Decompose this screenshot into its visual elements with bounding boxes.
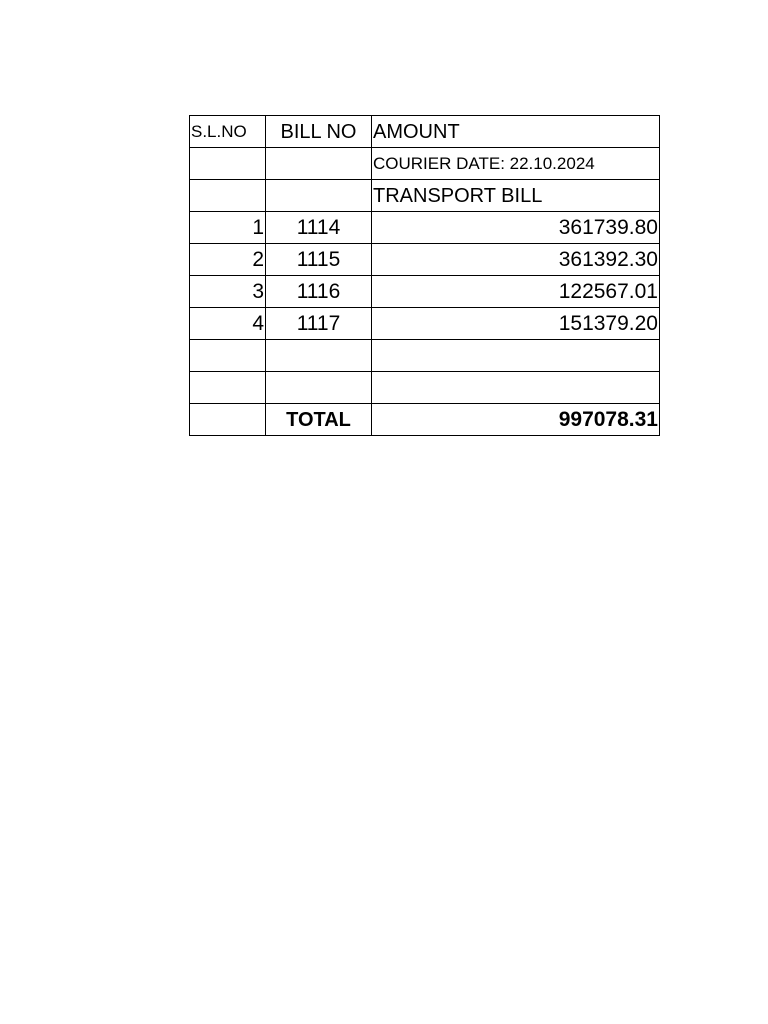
empty-cell: [266, 372, 372, 404]
empty-row: [190, 340, 660, 372]
empty-cell: [190, 340, 266, 372]
header-bill-no: BILL NO: [266, 116, 372, 148]
amount-cell: 122567.01: [372, 276, 660, 308]
empty-cell: [266, 180, 372, 212]
empty-cell: [372, 340, 660, 372]
header-sl-no: S.L.NO: [190, 116, 266, 148]
courier-date: COURIER DATE: 22.10.2024: [372, 148, 660, 180]
bill-no-cell: 1117: [266, 308, 372, 340]
bill-table: [189, 115, 660, 436]
bill-no-cell: 1116: [266, 276, 372, 308]
empty-cell: [266, 148, 372, 180]
table-row: [190, 308, 660, 340]
total-label: TOTAL: [266, 404, 372, 436]
amount-cell: 151379.20: [372, 308, 660, 340]
sl-cell: 2: [190, 244, 266, 276]
bill-no-cell: 1114: [266, 212, 372, 244]
empty-row: [190, 372, 660, 404]
courier-date-row: [190, 148, 660, 180]
sl-cell: 4: [190, 308, 266, 340]
table-row: [190, 276, 660, 308]
total-row: [190, 404, 660, 436]
total-amount: 997078.31: [372, 404, 660, 436]
sl-cell: 1: [190, 212, 266, 244]
empty-cell: [266, 340, 372, 372]
table-row: [190, 212, 660, 244]
empty-cell: [190, 404, 266, 436]
amount-cell: 361739.80: [372, 212, 660, 244]
empty-cell: [190, 180, 266, 212]
header-amount: AMOUNT: [372, 116, 660, 148]
header-row: [190, 116, 660, 148]
empty-cell: [190, 372, 266, 404]
empty-cell: [190, 148, 266, 180]
amount-cell: 361392.30: [372, 244, 660, 276]
empty-cell: [372, 372, 660, 404]
table-row: [190, 244, 660, 276]
bill-no-cell: 1115: [266, 244, 372, 276]
section-title: TRANSPORT BILL: [372, 180, 660, 212]
sl-cell: 3: [190, 276, 266, 308]
section-title-row: [190, 180, 660, 212]
